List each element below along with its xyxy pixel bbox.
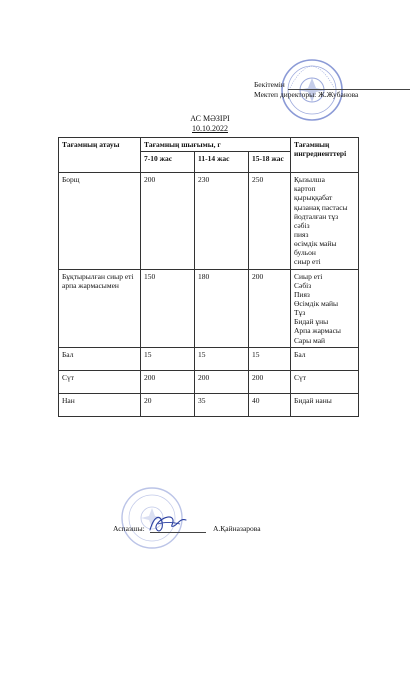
dish-ingredients bbox=[291, 370, 359, 393]
ingredient: Пияз bbox=[294, 289, 310, 299]
dish-name: Бал bbox=[59, 347, 141, 370]
dish-value: 40 bbox=[249, 393, 291, 416]
dish-value: 200 bbox=[141, 173, 195, 269]
ingredient: Бидай наны bbox=[294, 395, 332, 405]
approval-line: Бекітемін bbox=[254, 80, 358, 90]
table-row bbox=[59, 269, 359, 347]
age-group-1: 7-10 жас bbox=[141, 152, 195, 173]
approval-block bbox=[254, 80, 358, 100]
ingredient: өсімдік майы bbox=[294, 239, 337, 249]
ingredient: Арпа жармасы bbox=[294, 326, 341, 336]
header-yield: Тағамның шығымы, г bbox=[141, 138, 291, 152]
table-row bbox=[59, 347, 359, 370]
ingredient: Сиыр еті bbox=[294, 271, 323, 281]
dish-value: 15 bbox=[195, 347, 249, 370]
dish-value: 35 bbox=[195, 393, 249, 416]
menu-table bbox=[58, 137, 359, 417]
ingredient: картоп bbox=[294, 184, 316, 194]
director-line: Мектеп директоры: Ж.Жубанова bbox=[254, 90, 359, 100]
table-row bbox=[59, 393, 359, 416]
dish-value: 200 bbox=[249, 269, 291, 347]
dish-ingredients bbox=[291, 393, 359, 416]
ingredient: Тұз bbox=[294, 308, 306, 318]
ingredient: қызанақ пастасы bbox=[294, 202, 348, 212]
dish-ingredients bbox=[291, 347, 359, 370]
signature-line bbox=[150, 532, 206, 533]
header-name: Тағамның атауы bbox=[59, 138, 141, 173]
ingredient: Сүт bbox=[294, 372, 307, 382]
ingredient: Бал bbox=[294, 349, 306, 359]
dish-value: 150 bbox=[141, 269, 195, 347]
table-header-row bbox=[59, 138, 359, 152]
header-ingredients: Тағамның ингредиенттері bbox=[291, 138, 359, 173]
dish-name: Бұқтырылған сиыр еті арпа жармасымен bbox=[59, 269, 141, 347]
ingredient: сиыр еті bbox=[294, 257, 321, 267]
ingredient: Бидай ұны bbox=[294, 317, 329, 327]
dish-name: Нан bbox=[59, 393, 141, 416]
page-title: АС МӘЗІРІ bbox=[190, 114, 230, 123]
dish-value: 15 bbox=[249, 347, 291, 370]
cook-label: Аспазшы: bbox=[113, 524, 145, 533]
menu-date: 10.10.2022 bbox=[192, 124, 228, 133]
dish-value: 15 bbox=[141, 347, 195, 370]
age-group-2: 11-14 жас bbox=[195, 152, 249, 173]
dish-value: 200 bbox=[249, 370, 291, 393]
signature-icon bbox=[146, 508, 190, 538]
dish-name: Борщ bbox=[59, 173, 141, 269]
ingredient: Сары май bbox=[294, 335, 326, 345]
ingredient: бульон bbox=[294, 248, 316, 258]
ingredient: пияз bbox=[294, 229, 309, 239]
ingredient: Қызылша bbox=[294, 175, 325, 185]
dish-value: 230 bbox=[195, 173, 249, 269]
table-row bbox=[59, 173, 359, 269]
dish-value: 200 bbox=[141, 370, 195, 393]
ingredient: қырыққабат bbox=[294, 193, 333, 203]
age-group-3: 15-18 жас bbox=[249, 152, 291, 173]
dish-name: Сүт bbox=[59, 370, 141, 393]
dish-value: 20 bbox=[141, 393, 195, 416]
dish-value: 180 bbox=[195, 269, 249, 347]
ingredient: Өсімдік майы bbox=[294, 298, 339, 308]
table-row bbox=[59, 370, 359, 393]
cook-name: А.Қайназарова bbox=[213, 524, 261, 533]
ingredient: сәбіз bbox=[294, 220, 310, 230]
dish-value: 200 bbox=[195, 370, 249, 393]
dish-ingredients bbox=[291, 269, 359, 347]
dish-ingredients bbox=[291, 173, 359, 269]
dish-value: 250 bbox=[249, 173, 291, 269]
ingredient: Сәбіз bbox=[294, 280, 312, 290]
ingredient: йодталған тұз bbox=[294, 211, 339, 221]
